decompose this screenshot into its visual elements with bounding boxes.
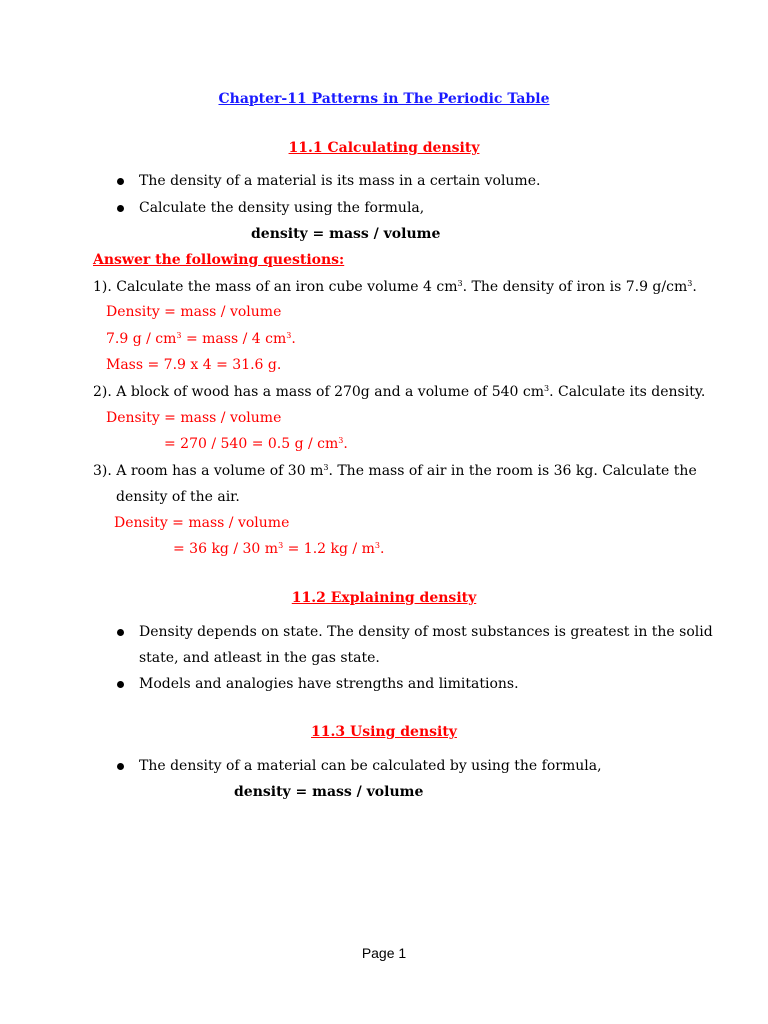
questions-heading: Answer the following questions:: [93, 252, 345, 268]
section-heading-11-3: 11.3 Using density: [311, 724, 457, 740]
bullet-icon: [117, 629, 124, 636]
section-heading-11-1: 11.1 Calculating density: [288, 140, 480, 156]
bullet-text: The density of a material is its mass in a certain volume.: [139, 173, 541, 189]
answer-1-line-1: Density = mass / volume: [106, 304, 282, 320]
answer-1-line-3: Mass = 7.9 x 4 = 31.6 g.: [106, 357, 282, 373]
section-heading-11-2: 11.2 Explaining density: [291, 590, 477, 606]
bullet-text: The density of a material can be calculated by using the formula,: [139, 758, 602, 774]
bullet-icon: [117, 763, 124, 770]
question-3-line-2: density of the air.: [116, 489, 240, 505]
bullet-text: Density depends on state. The density of most substances is greatest in the solid: [139, 624, 713, 640]
density-formula: density = mass / volume: [251, 226, 441, 242]
answer-3-line-1: Density = mass / volume: [114, 515, 290, 531]
bullet-text-continued: state, and atleast in the gas state.: [139, 650, 380, 666]
question-3: 3). A room has a volume of 30 $m^3$. The mass of air in the room is 36 kg. Calculate the: [93, 463, 697, 479]
density-formula: density = mass / volume: [234, 784, 424, 800]
question-2: 2). A block of wood has a mass of 270g and a volume of 540 $cm^3$. Calculate its density.: [93, 384, 706, 400]
bullet-icon: [117, 681, 124, 688]
answer-2-line-2: = 270 / 540 = 0.5 g / $cm^3$.: [164, 436, 348, 452]
bullet-text: Models and analogies have strengths and limitations.: [139, 676, 519, 692]
answer-2-line-1: Density = mass / volume: [106, 410, 282, 426]
page-number: Page 1: [361, 945, 407, 961]
answer-3-line-2: = 36 kg / 30 $m^3 = 1.2$ kg / $m^3$.: [173, 541, 385, 557]
chapter-title: Chapter-11 Patterns in The Periodic Table: [218, 91, 550, 107]
answer-1-line-2: 7.9 g / $cm^3$ = mass / 4 $cm^3$.: [106, 331, 296, 347]
bullet-icon: [117, 205, 124, 212]
question-1: 1). Calculate the mass of an iron cube volume 4 $cm^3$. The density of iron is 7.9 $g/cm^3$.: [93, 279, 697, 295]
bullet-text: Calculate the density using the formula,: [139, 200, 425, 216]
bullet-icon: [117, 178, 124, 185]
